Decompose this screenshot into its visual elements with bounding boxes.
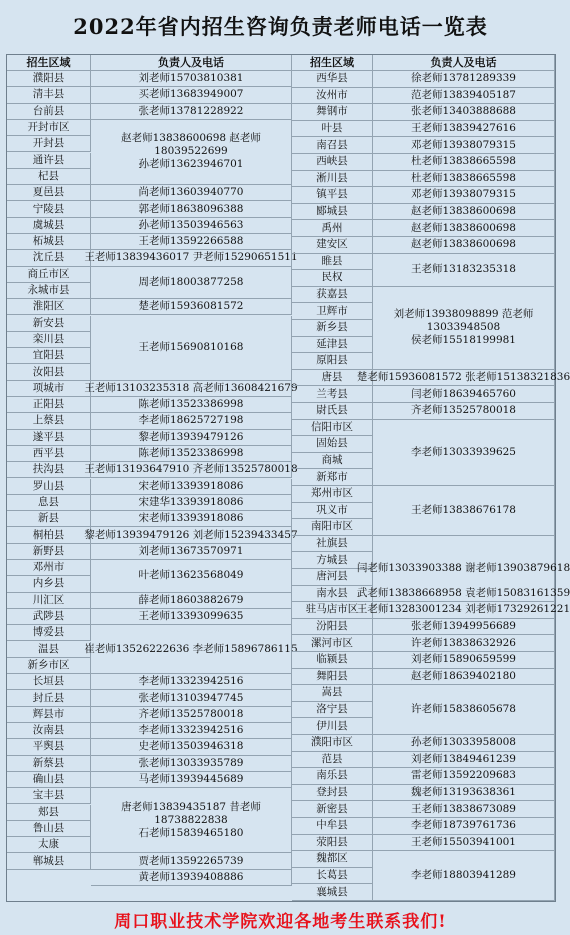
region-cell: 平舆县 xyxy=(7,739,91,755)
contact-cell: 王老师13103235318 高老师13608421679 xyxy=(91,381,292,397)
region-cell: 郑州市区 xyxy=(292,486,373,503)
region-cell: 开封市区 xyxy=(7,120,91,136)
region-cell: 南阳市区 xyxy=(292,519,373,536)
contact-cell: 宋老师13393918086 xyxy=(91,511,292,527)
contact-cell: 邓老师13938079315 xyxy=(373,137,555,154)
region-cell: 睢县 xyxy=(292,254,373,271)
contact-cell: 王老师13838673089 xyxy=(373,801,555,818)
region-cell: 辉县市 xyxy=(7,707,91,723)
contact-cell: 楚老师15936081572 张老师15138321836 xyxy=(373,370,555,387)
contact-cell: 杜老师13838665598 xyxy=(373,154,555,171)
contact-cell: 买老师13683949007 xyxy=(91,87,292,103)
contact-cell: 宋老师13393918086 xyxy=(91,479,292,495)
region-cell: 栾川县 xyxy=(7,332,91,348)
region-cell: 郏县 xyxy=(7,805,91,821)
contact-cell: 杜老师13838665598 xyxy=(373,171,555,188)
contact-cell: 叶老师13623568049 xyxy=(91,560,292,593)
region-cell: 淅川县 xyxy=(292,171,373,188)
region-cell: 濮阳市区 xyxy=(292,735,373,752)
contact-cell: 王老师13193647910 齐老师13525780018 xyxy=(91,462,292,478)
region-cell: 南乐县 xyxy=(292,768,373,785)
region-cell: 延津县 xyxy=(292,337,373,354)
region-cell: 登封县 xyxy=(292,785,373,802)
region-cell: 清丰县 xyxy=(7,87,91,103)
region-cell: 新密县 xyxy=(292,801,373,818)
region-cell: 舞钢市 xyxy=(292,104,373,121)
contact-cell: 陈老师13523386998 xyxy=(91,397,292,413)
contact-cell: 闫老师13033903388 谢老师13903879618 xyxy=(373,536,555,602)
region-cell: 川汇区 xyxy=(7,593,91,609)
region-cell: 武陟县 xyxy=(7,609,91,625)
region-cell: 社旗县 xyxy=(292,536,373,553)
contact-cell: 尚老师13603940770 xyxy=(91,185,292,201)
region-cell: 固始县 xyxy=(292,436,373,453)
contact-cell: 李老师13033939625 xyxy=(373,420,555,486)
region-cell: 博爱县 xyxy=(7,625,91,641)
region-cell: 台前县 xyxy=(7,104,91,120)
region-cell: 魏都区 xyxy=(292,851,373,868)
contact-cell: 陈老师13523386998 xyxy=(91,446,292,462)
contact-cell: 赵老师13838600698 赵老师18039522699 孙老师13623946701 xyxy=(91,120,292,185)
region-cell: 淮阳区 xyxy=(7,299,91,315)
contact-cell: 李老师18803941289 xyxy=(373,851,555,901)
region-cell: 息县 xyxy=(7,495,91,511)
region-cell: 邓州市 xyxy=(7,560,91,576)
contact-cell: 楚老师15936081572 xyxy=(91,299,292,315)
region-cell: 宁陵县 xyxy=(7,201,91,217)
region-cell: 罗山县 xyxy=(7,479,91,495)
page-title: 2022年省内招生咨询负责老师电话一览表 xyxy=(73,13,488,39)
footer-slogan: 周口职业技术学院欢迎各地考生联系我们! xyxy=(114,912,447,932)
contact-cell: 李老师13323942516 xyxy=(91,723,292,739)
contact-cell: 武老师13838668958 袁老师15083161359 xyxy=(373,586,555,603)
contact-cell: 唐老师13839435187 昔老师18738822838 石老师15839465180 xyxy=(91,788,292,853)
contact-cell: 史老师13503946318 xyxy=(91,739,292,755)
region-cell: 镇平县 xyxy=(292,187,373,204)
region-cell: 开封县 xyxy=(7,136,91,152)
region-cell: 长葛县 xyxy=(292,868,373,885)
contact-cell: 郭老师18638096388 xyxy=(91,201,292,217)
column-header: 负责人及电话 xyxy=(373,55,555,71)
region-cell: 禹州 xyxy=(292,220,373,237)
contact-cell: 赵老师18639402180 xyxy=(373,669,555,686)
contact-cell: 雷老师13592209683 xyxy=(373,768,555,785)
contact-cell: 赵老师13838600698 xyxy=(373,237,555,254)
region-cell: 濮阳县 xyxy=(7,71,91,87)
region-cell: 汝州市 xyxy=(292,88,373,105)
region-cell: 原阳县 xyxy=(292,353,373,370)
contact-cell: 闫老师18639465760 xyxy=(373,386,555,403)
region-cell: 温县 xyxy=(7,642,91,658)
contact-cell: 刘老师13673570971 xyxy=(91,544,292,560)
region-cell: 建安区 xyxy=(292,237,373,254)
region-cell: 民权 xyxy=(292,270,373,287)
contact-cell: 黎老师13939479126 刘老师15239433457 xyxy=(91,527,292,543)
region-cell: 杞县 xyxy=(7,169,91,185)
region-cell: 汝南县 xyxy=(7,723,91,739)
contact-cell: 齐老师13525780018 xyxy=(91,707,292,723)
region-cell: 叶县 xyxy=(292,121,373,138)
contact-cell: 范老师13839405187 xyxy=(373,88,555,105)
contact-cell: 王老师13183235318 xyxy=(373,254,555,287)
contact-cell: 宋建华13393918086 xyxy=(91,495,292,511)
contact-cell: 李老师18625727198 xyxy=(91,413,292,429)
contact-cell: 许老师13838632926 xyxy=(373,635,555,652)
region-cell: 桐柏县 xyxy=(7,527,91,543)
contact-cell: 徐老师13781289339 xyxy=(373,71,555,88)
region-cell: 太康 xyxy=(7,837,91,853)
region-cell: 鲁山县 xyxy=(7,821,91,837)
region-cell: 西峡县 xyxy=(292,154,373,171)
column-header: 招生区域 xyxy=(7,55,91,71)
region-cell: 扶沟县 xyxy=(7,462,91,478)
region-cell: 新郑市 xyxy=(292,469,373,486)
region-cell: 郾城县 xyxy=(292,204,373,221)
region-cell: 确山县 xyxy=(7,772,91,788)
region-cell: 舞阳县 xyxy=(292,669,373,686)
contact-cell: 王老师15690810168 xyxy=(91,316,292,381)
contact-cell: 王老师13839436017 尹老师15290651511 xyxy=(91,250,292,266)
contact-cell: 贾老师13592265739 xyxy=(91,853,292,869)
contact-cell: 张老师13403888688 xyxy=(373,104,555,121)
region-cell: 夏邑县 xyxy=(7,185,91,201)
region-cell: 内乡县 xyxy=(7,576,91,592)
contact-cell: 孙老师13033958008 xyxy=(373,735,555,752)
region-cell: 唐河县 xyxy=(292,569,373,586)
region-cell: 兰考县 xyxy=(292,386,373,403)
region-cell: 项城市 xyxy=(7,381,91,397)
contact-cell: 赵老师13838600698 xyxy=(373,220,555,237)
contact-cell: 王老师13839427616 xyxy=(373,121,555,138)
contact-cell: 王老师13393099635 xyxy=(91,609,292,625)
contact-table xyxy=(6,54,570,902)
region-cell: 宜阳县 xyxy=(7,348,91,364)
region-cell: 范县 xyxy=(292,752,373,769)
contact-cell: 薛老师18603882679 xyxy=(91,593,292,609)
contact-cell: 崔老师13526222636 李老师15896786115 xyxy=(91,625,292,674)
region-cell: 获嘉县 xyxy=(292,287,373,304)
region-cell: 新安县 xyxy=(7,316,91,332)
contact-cell: 刘老师13849461239 xyxy=(373,752,555,769)
contact-cell: 孙老师13503946563 xyxy=(91,218,292,234)
region-cell: 新野县 xyxy=(7,544,91,560)
contact-cell: 王老师15503941001 xyxy=(373,835,555,852)
region-cell: 汾阳县 xyxy=(292,619,373,636)
region-cell: 驻马店市区 xyxy=(292,602,373,619)
contact-cell: 王老师13283001234 刘老师17329261221 xyxy=(373,602,555,619)
contact-cell: 许老师15838605678 xyxy=(373,685,555,735)
region-cell: 上蔡县 xyxy=(7,413,91,429)
region-cell: 长垣县 xyxy=(7,674,91,690)
contact-cell: 黄老师13939408886 xyxy=(91,870,292,886)
region-cell: 南水县 xyxy=(292,586,373,603)
region-cell: 虞城县 xyxy=(7,218,91,234)
column-header: 招生区域 xyxy=(292,55,373,71)
contact-cell: 张老师13103947745 xyxy=(91,690,292,706)
region-cell: 正阳县 xyxy=(7,397,91,413)
region-cell: 西平县 xyxy=(7,446,91,462)
region-cell: 漯河市区 xyxy=(292,635,373,652)
region-cell: 永城市县 xyxy=(7,283,91,299)
contact-cell: 刘老师15890659599 xyxy=(373,652,555,669)
contact-cell: 张老师13949956689 xyxy=(373,619,555,636)
region-cell: 封丘县 xyxy=(7,690,91,706)
contact-cell: 赵老师13838600698 xyxy=(373,204,555,221)
column-header: 负责人及电话 xyxy=(91,55,292,71)
region-cell: 南召县 xyxy=(292,137,373,154)
region-cell: 巩义市 xyxy=(292,503,373,520)
region-cell: 汝阳县 xyxy=(7,364,91,380)
contact-cell: 李老师18739761736 xyxy=(373,818,555,835)
region-cell: 新蔡县 xyxy=(7,756,91,772)
region-cell: 通许县 xyxy=(7,153,91,169)
contact-cell: 刘老师15703810381 xyxy=(91,71,292,87)
contact-cell: 周老师18003877258 xyxy=(91,267,292,300)
contact-cell: 王老师13592266588 xyxy=(91,234,292,250)
region-cell: 荥阳县 xyxy=(292,835,373,852)
region-cell: 襄城县 xyxy=(292,884,373,901)
region-cell: 沈丘县 xyxy=(7,250,91,266)
region-cell: 新乡市区 xyxy=(7,658,91,674)
contact-cell: 张老师13033935789 xyxy=(91,756,292,772)
region-cell: 新县 xyxy=(7,511,91,527)
region-cell: 洛宁县 xyxy=(292,702,373,719)
region-cell: 卫辉市 xyxy=(292,303,373,320)
contact-cell: 魏老师13193638361 xyxy=(373,785,555,802)
region-cell: 唐县 xyxy=(292,370,373,387)
region-cell: 中牟县 xyxy=(292,818,373,835)
region-cell: 尉氏县 xyxy=(292,403,373,420)
region-cell: 伊川县 xyxy=(292,718,373,735)
contact-cell: 马老师13939445689 xyxy=(91,772,292,788)
contact-cell: 邓老师13938079315 xyxy=(373,187,555,204)
region-cell: 宝丰县 xyxy=(7,788,91,804)
region-cell: 西华县 xyxy=(292,71,373,88)
contact-cell: 李老师13323942516 xyxy=(91,674,292,690)
contact-cell: 王老师13838676178 xyxy=(373,486,555,536)
region-cell: 信阳市区 xyxy=(292,420,373,437)
region-cell: 方城县 xyxy=(292,552,373,569)
region-cell: 临颍县 xyxy=(292,652,373,669)
region-cell: 新乡县 xyxy=(292,320,373,337)
region-cell: 郸城县 xyxy=(7,853,91,869)
contact-cell: 刘老师13938098899 范老师13033948508 侯老师15518199981 xyxy=(373,287,555,370)
contact-cell: 张老师13781228922 xyxy=(91,104,292,120)
region-cell: 柘城县 xyxy=(7,234,91,250)
region-cell: 商丘市区 xyxy=(7,267,91,283)
region-cell: 嵩县 xyxy=(292,685,373,702)
contact-cell: 黎老师13939479126 xyxy=(91,430,292,446)
region-cell: 商城 xyxy=(292,453,373,470)
region-cell: 遂平县 xyxy=(7,430,91,446)
contact-cell: 齐老师13525780018 xyxy=(373,403,555,420)
